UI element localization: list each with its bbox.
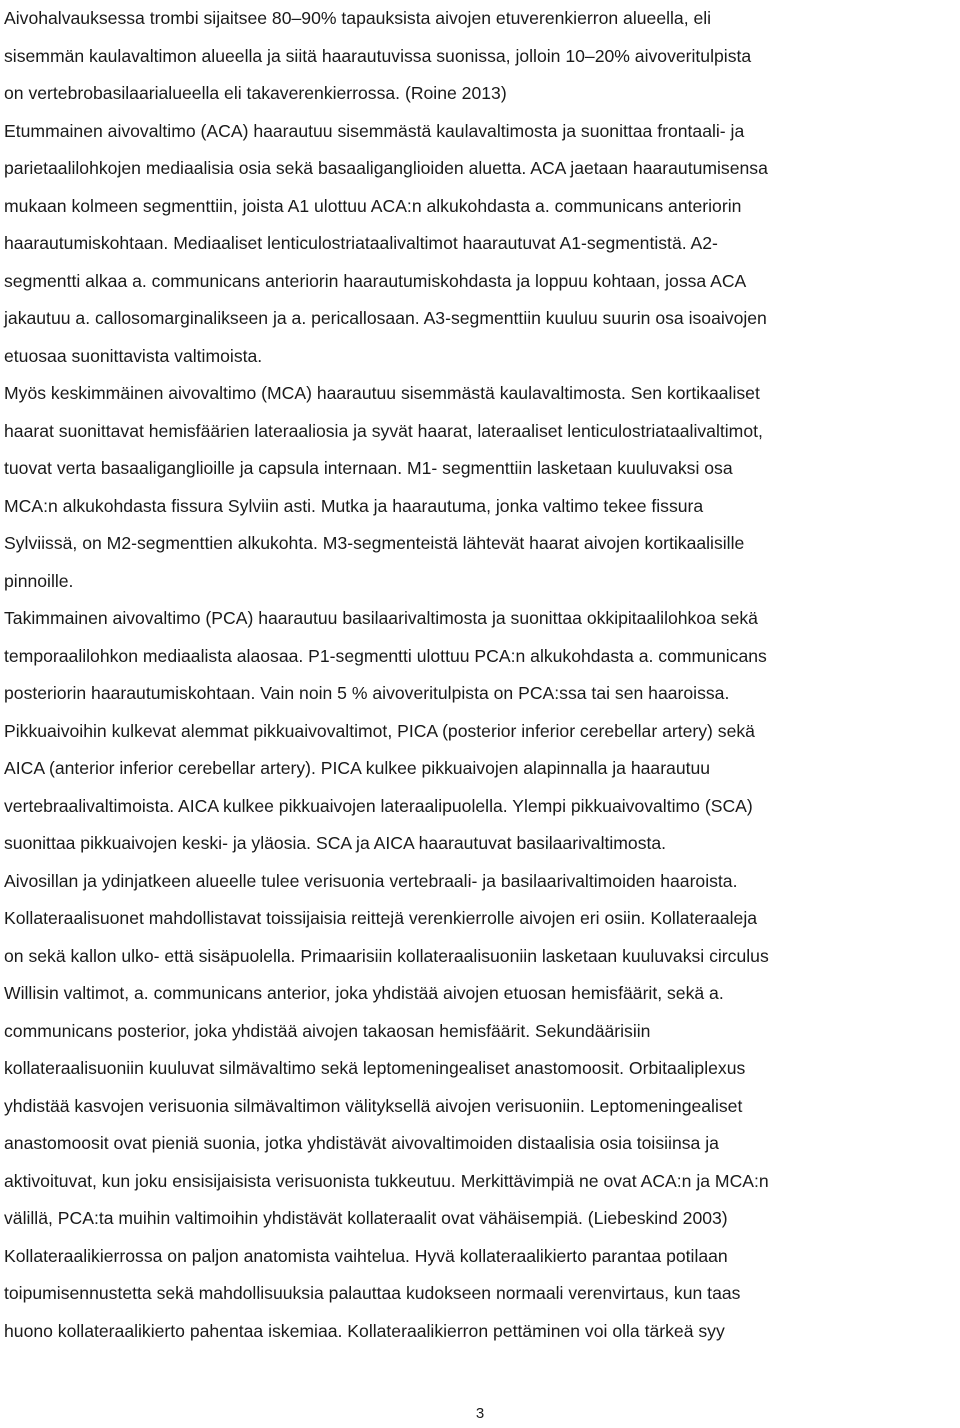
- text-line: mukaan kolmeen segmenttiin, joista A1 ulottuu ACA:n alkukohdasta a. communicans anteriorin: [4, 195, 742, 216]
- text-line: yhdistää kasvojen verisuonia silmävaltimon välityksellä aivojen verisuoniin. Leptomeningealiset: [4, 1095, 743, 1116]
- text-line: suonittaa pikkuaivojen keski- ja yläosia. SCA ja AICA haarautuvat basilaarivaltimosta.: [4, 833, 667, 853]
- text-line: anastomoosit ovat pieniä suonia, jotka yhdistävät aivovaltimoiden distaalisia osia toisiinsa ja: [4, 1133, 719, 1153]
- paragraph-brainstem: [4, 863, 958, 901]
- text-line: huono kollateraalikierto pahentaa iskemiaa. Kollateraalikierron pettäminen voi olla tärkeä syy: [4, 1320, 725, 1341]
- text-line: temporaalilohkon mediaalista alaosaa. P1-segmentti ulottuu PCA:n alkukohdasta a. communicans: [4, 645, 767, 666]
- paragraph-cerebellar-arteries: [4, 713, 958, 863]
- text-line: jakautuu a. callosomarginalikseen ja a. pericallosaan. A3-segmenttiin kuuluu suurin osa isoaivojen: [4, 308, 767, 328]
- text-line: Aivosillan ja ydinjatkeen alueelle tulee verisuonia vertebraali- ja basilaarivaltimoiden haaroista.: [4, 870, 738, 891]
- text-line: Etummainen aivovaltimo (ACA) haarautuu sisemmästä kaulavaltimosta ja suonittaa frontaali- ja: [4, 120, 745, 141]
- paragraph-aca: [4, 113, 958, 376]
- text-line: kollateraalisuoniin kuuluvat silmävaltimo sekä leptomeningealiset anastomoosit. Orbitaaliplexus: [4, 1058, 746, 1078]
- text-line: segmentti alkaa a. communicans anteriorin haarautumiskohdasta ja loppuu kohtaan, jossa ACA: [4, 270, 747, 291]
- text-line: posteriorin haarautumiskohtaan. Vain noin 5 % aivoveritulpista on PCA:ssa tai sen haaroissa.: [4, 683, 730, 703]
- text-line: communicans posterior, joka yhdistää aivojen takaosan hemisfäärit. Sekundäärisiin: [4, 1020, 651, 1041]
- text-line: pinnoille.: [4, 570, 74, 591]
- text-line: vertebraalivaltimoista. AICA kulkee pikkuaivojen lateraalipuolella. Ylempi pikkuaivovaltimo (SCA): [4, 795, 753, 816]
- text-line: Aivohalvauksessa trombi sijaitsee 80–90% tapauksista aivojen etuverenkierron alueella, eli: [4, 8, 712, 28]
- text-line: tuovat verta basaaliganglioille ja capsula internaan. M1- segmenttiin lasketaan kuuluvaksi osa: [4, 458, 733, 478]
- document-body: [4, 0, 958, 1350]
- text-line: Sylviissä, on M2-segmenttien alkukohta. M3-segmenteistä lähtevät haarat aivojen kortikaalisille: [4, 533, 745, 553]
- text-line: MCA:n alkukohdasta fissura Sylviin asti. Mutka ja haarautuma, jonka valtimo tekee fissura: [4, 495, 704, 516]
- text-line: Pikkuaivoihin kulkevat alemmat pikkuaivovaltimot, PICA (posterior inferior cerebellar artery) sekä: [4, 720, 755, 741]
- paragraph-collateral-variation: [4, 1238, 958, 1351]
- text-line: Myös keskimmäinen aivovaltimo (MCA) haarautuu sisemmästä kaulavaltimosta. Sen kortikaaliset: [4, 383, 760, 403]
- text-line: Kollateraalisuonet mahdollistavat toissijaisia reittejä verenkierrolle aivojen eri osiin. Kollateraaleja: [4, 908, 758, 928]
- text-line: Takimmainen aivovaltimo (PCA) haarautuu basilaarivaltimosta ja suonittaa okkipitaalilohkoa sekä: [4, 608, 758, 628]
- text-line: välillä, PCA:ta muihin valtimoihin yhdistävät kollateraalit ovat vähäisempiä. (Liebeskind 2003): [4, 1208, 728, 1228]
- text-line: haarautumiskohtaan. Mediaaliset lenticulostriataalivaltimot haarautuvat A1-segmentistä. A2-: [4, 233, 718, 253]
- text-line: sisemmän kaulavaltimon alueella ja siitä haarautuvissa suonissa, jolloin 10–20% aivoveritulpista: [4, 45, 752, 66]
- text-line: etuosaa suonittavista valtimoista.: [4, 345, 263, 366]
- paragraph-pca: [4, 600, 958, 713]
- paragraph-stroke-location: [4, 0, 958, 113]
- text-line: on sekä kallon ulko- että sisäpuolella. Primaarisiin kollateraalisuoniin lasketaan kuuluvaksi circulus: [4, 945, 769, 966]
- text-line: toipumisennustetta sekä mahdollisuuksia palauttaa kudokseen normaali verenvirtaus, kun taas: [4, 1283, 741, 1303]
- text-line: Kollateraalikierrossa on paljon anatomista vaihtelua. Hyvä kollateraalikierto parantaa potilaan: [4, 1245, 728, 1266]
- page-number: 3: [475, 1405, 485, 1422]
- text-line: aktivoituvat, kun joku ensisijaisista verisuonista tukkeutuu. Merkittävimpiä ne ovat ACA:n ja MCA:n: [4, 1170, 769, 1191]
- paragraph-collaterals: [4, 900, 958, 1238]
- text-line: Willisin valtimot, a. communicans anterior, joka yhdistää aivojen etuosan hemisfäärit, sekä a.: [4, 983, 724, 1003]
- text-line: AICA (anterior inferior cerebellar artery). PICA kulkee pikkuaivojen alapinnalla ja haarautuu: [4, 758, 711, 778]
- text-line: haarat suonittavat hemisfäärien lateraaliosia ja syvät haarat, lateraaliset lenticulostriataalivaltimot,: [4, 420, 763, 441]
- paragraph-mca: [4, 375, 958, 600]
- text-line: on vertebrobasilaarialueella eli takaverenkierrossa. (Roine 2013): [4, 83, 507, 103]
- text-line: parietaalilohkojen mediaalisia osia sekä basaaliganglioiden aluetta. ACA jaetaan haarautumisensa: [4, 158, 768, 178]
